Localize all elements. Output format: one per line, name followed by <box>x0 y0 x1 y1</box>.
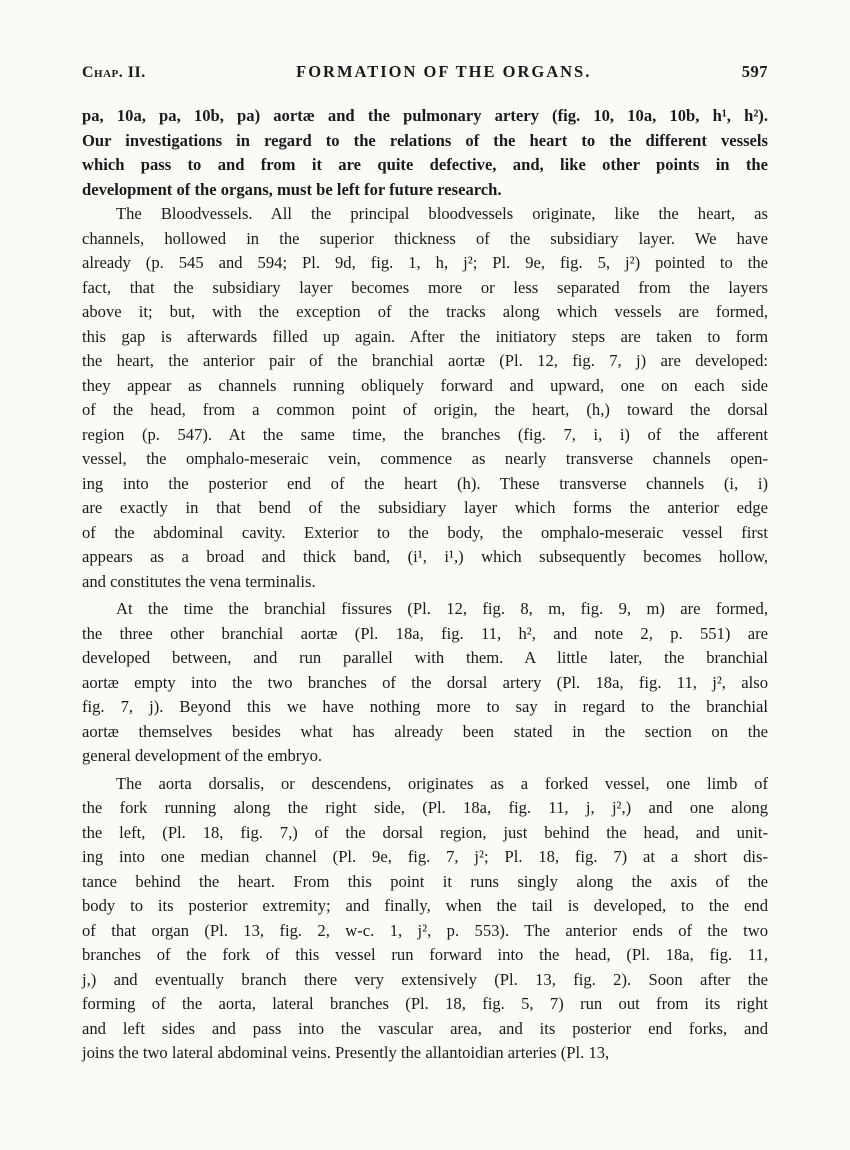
text-line: already (p. 545 and 594; Pl. 9d, fig. 1, h, j²; Pl. 9e, fig. 5, j²) pointed to the <box>82 253 768 272</box>
text-line: this gap is afterwards filled up again. After the initiatory steps are taken to form <box>82 326 768 346</box>
text-line: region (p. 547). At the same time, the branches (fig. 7, i, i) of the afferent <box>82 424 768 444</box>
text-line: developed between, and run parallel with them. A little later, the branchial <box>82 648 768 667</box>
text-line: the heart, the anterior pair of the branchial aortæ (Pl. 12, fig. 7, j) are developed: <box>82 351 768 370</box>
text-line: the fork running along the right side, (Pl. 18a, fig. 11, j, j²,) and one along <box>82 798 768 817</box>
text-line: ing into the posterior end of the heart (h). These transverse channels (i, i) <box>82 473 768 493</box>
text-line: The aorta dorsalis, or descendens, originates as a forked vessel, one limb of <box>116 773 768 793</box>
text-line: of that organ (Pl. 13, fig. 2, w-c. 1, j², p. 553). The anterior ends of the two <box>82 920 768 940</box>
text-line: tance behind the heart. From this point it runs singly along the axis of the <box>82 871 768 891</box>
text-line: and left sides and pass into the vascular area, and its posterior end forks, and <box>82 1018 768 1038</box>
text-line: of the abdominal cavity. Exterior to the body, the omphalo-meseraic vessel first <box>82 522 768 542</box>
text-line: aortæ themselves besides what has already been stated in the section on the <box>82 721 768 741</box>
text-line: j,) and eventually branch there very extensively (Pl. 13, fig. 2). Soon after the <box>82 969 768 989</box>
text-line: the left, (Pl. 18, fig. 7,) of the dorsal region, just behind the head, and unit- <box>82 822 768 842</box>
running-head <box>82 62 768 82</box>
text-line: Our investigations in regard to the relations of the heart to the different vessels <box>82 130 768 150</box>
text-line: and constitutes the vena terminalis. <box>82 571 316 591</box>
text-line: fact, that the subsidiary layer becomes more or less separated from the layers <box>82 277 768 297</box>
text-line: are exactly in that bend of the subsidiary layer which forms the anterior edge <box>82 498 768 517</box>
text-line: At the time the branchial fissures (Pl. 12, fig. 8, m, fig. 9, m) are formed, <box>116 599 768 618</box>
text-line: branches of the fork of this vessel run forward into the head, (Pl. 18a, fig. 11, <box>82 945 768 964</box>
text-line: vessel, the omphalo-meseraic vein, commence as nearly transverse channels open- <box>82 449 768 468</box>
paragraph <box>82 772 768 1066</box>
text-line: fig. 7, j). Beyond this we have nothing more to say in regard to the branchial <box>82 697 768 716</box>
text-line: which pass to and from it are quite defective, and, like other points in the <box>82 155 768 174</box>
text-line: aortæ empty into the two branches of the dorsal artery (Pl. 18a, fig. 11, j², also <box>82 672 768 692</box>
text-line: general development of the embryo. <box>82 746 323 765</box>
text-line: above it; but, with the exception of the tracks along which vessels are formed, <box>82 302 768 321</box>
text-line: the three other branchial aortæ (Pl. 18a, fig. 11, h², and note 2, p. 551) are <box>82 623 768 643</box>
text-line: body to its posterior extremity; and finally, when the tail is developed, to the end <box>82 896 768 915</box>
paragraph <box>82 104 768 202</box>
text-line: of the head, from a common point of origin, the heart, (h,) toward the dorsal <box>82 400 768 419</box>
text-line: they appear as channels running obliquely forward and upward, one on each side <box>82 375 768 395</box>
text-line: appears as a broad and thick band, (i¹, i¹,) which subsequently becomes hollow, <box>82 547 768 566</box>
page-number: 597 <box>741 62 768 81</box>
text-line: ing into one median channel (Pl. 9e, fig. 7, j²; Pl. 18, fig. 7) at a short dis- <box>82 847 768 866</box>
body-text <box>82 104 768 1066</box>
paragraph <box>82 597 768 769</box>
text-line: joins the two lateral abdominal veins. Presently the allantoidian arteries (Pl. 13, <box>82 1043 610 1062</box>
paragraph <box>82 202 768 594</box>
text-line: forming of the aorta, lateral branches (Pl. 18, fig. 5, 7) run out from its right <box>82 994 768 1013</box>
book-page <box>82 62 768 1066</box>
chapter-label: Chap. II. <box>82 64 146 81</box>
text-line: channels, hollowed in the superior thickness of the subsidiary layer. We have <box>82 228 768 248</box>
text-line: pa, 10a, pa, 10b, pa) aortæ and the pulmonary artery (fig. 10, 10a, 10b, h¹, h²). <box>82 106 768 125</box>
text-line: The Bloodvessels. All the principal bloodvessels originate, like the heart, as <box>116 204 768 223</box>
chapter-title: FORMATION OF THE ORGANS. <box>296 62 592 81</box>
text-line: development of the organs, must be left for future research. <box>82 179 502 199</box>
